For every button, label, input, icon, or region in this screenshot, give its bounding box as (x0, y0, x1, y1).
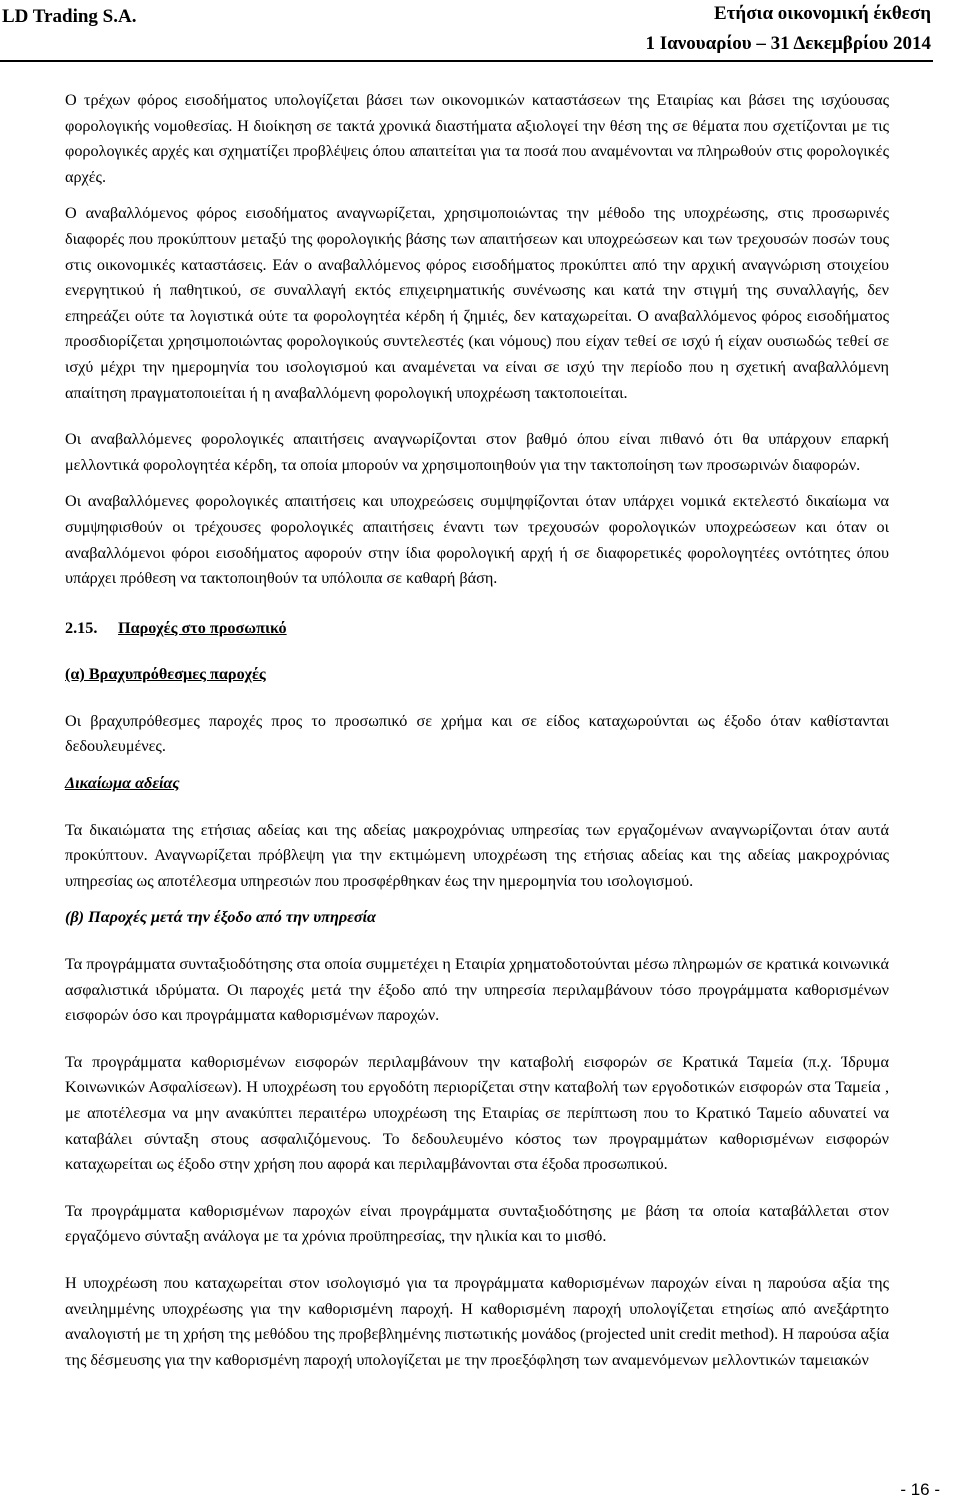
paragraph-benefit-obligation: Η υποχρέωση που καταχωρείται στον ισολογισμό για τα προγράμματα καθορισμένων παροχών είναι η παρούσα αξία της ανειλημμένης υποχρέωσης για την καθορισμένη παροχή. Η καθορισμένη παροχή υπολογίζεται ετησίως από ανεξάρτητο αναλογιστή με τη χρήση της μεθόδου της προβεβλημένης πιστωτικής μονάδος (projected unit credit method). Η παρούσα αξία της δέσμευσης για την καθορισμένη παροχή υπολογίζεται με την προεξόφληση των αναμενόμενων μελλοντικών ταμειακών (65, 1273, 889, 1369)
section-number: 2.15. (65, 618, 98, 637)
header-divider (0, 60, 933, 62)
paragraph-deferred-tax: Ο αναβαλλόμενος φόρος εισοδήματος αναγνωρίζεται, χρησιμοποιώντας την μέθοδο της υποχρέωσης, στις προσωρινές διαφορές που προκύπτουν μεταξύ της φορολογικής βάσης των απαιτήσεων και υποχρεώσεων και των τρεχουσών ποσών τους στις οικονομικές καταστάσεις. Εάν ο αναβαλλόμενος φόρος εισοδήματος προκύπτει από την αρχική αναγνώριση στοιχείου ενεργητικού ή παθητικού, σε συναλλαγή εκτός επιχειρηματικής συνένωσης και κατά την στιγμή της συναλλαγής, δεν επηρεάζει ούτε τα λογιστικά ούτε τα φορολογητέα κέρδη ή ζημιές, δεν καταχωρείται. Ο αναβαλλόμενος φόρος εισοδήματος προσδιορίζεται χρησιμοποιώντας φορολογικούς συντελεστές (και νόμους) που είχαν τεθεί σε ισχύ ή είχαν ουσιωδώς τεθεί σε ισχύ μέχρι την ημερομηνία του ισολογισμού και αναμένεται να είναι σε ισχύ την περίοδο που η σχετική αναβαλλόμενη απαίτηση πραγματοποιείται ή η αναβαλλόμενη φορολογική υποχρέωση τακτοποιείται. (65, 204, 889, 402)
paragraph-offsetting: Οι αναβαλλόμενες φορολογικές απαιτήσεις και υποχρεώσεις συμψηφίζονται όταν υπάρχει νομικά εκτελεστό δικαίωμα να συμψηφισθούν οι τρέχουσες φορολογικές απαιτήσεις έναντι των τρεχουσών φορολογικών υποχρεώσεων και όταν οι αναβαλλόμενοι φόροι εισοδήματος αφορούν στην ίδια φορολογική αρχή ή σε διαφορετικές φορολογητέες οντότητες όπου υπάρχει πρόθεση να τακτοποιηθούν τα υπόλοιπα σε καθαρή βάση. (65, 492, 889, 588)
company-name: LD Trading S.A. (2, 6, 137, 27)
report-title: Ετήσια οικονομική έκθεση (714, 3, 931, 24)
paragraph-short-term: Οι βραχυπρόθεσμες παροχές προς το προσωπικό σε χρήμα και σε είδος καταχωρούνται ως έξοδο όταν καθίστανται δεδουλευμένες. (65, 711, 889, 756)
paragraph-current-tax: Ο τρέχων φόρος εισοδήματος υπολογίζεται βάσει των οικονομικών καταστάσεων της Εταιρίας και βάσει της ισχύουσας φορολογικής νομοθεσίας. Η διοίκηση σε τακτά χρονικά διαστήματα αξιολογεί την θέση της σε θέματα που σχετίζονται με τις φορολογικές αρχές και σχηματίζει προβλέψεις όπου απαιτείται για τα ποσά που αναμένονται να πληρωθούν στις φορολογικές αρχές. (65, 91, 889, 186)
paragraph-defined-contribution: Τα προγράμματα καθορισμένων εισφορών περιλαμβάνουν την καταβολή εισφορών σε Κρατικά Ταμεία (π.χ. Ίδρυμα Κοινωνικών Ασφαλίσεων). Η υποχρέωση του εργοδότη περιορίζεται στην καταβολή των εργοδοτικών εισφορών στα Ταμεία , με αποτέλεσμα να μην ανακύπτει περαιτέρω υποχρέωση της Εταιρίας σε περίπτωση που το Κρατικό Ταμείο αδυνατεί να καταβάλει σύνταξη στους ασφαλιζόμενους. Το δεδουλευμένο κόστος των προγραμμάτων καθορισμένων εισφορών καταχωρείται ως έξοδο στην χρήση που αφορά και περιλαμβάνονται στα έξοδα προσωπικού. (65, 1052, 889, 1174)
paragraph-pension-plans: Τα προγράμματα συνταξιοδότησης στα οποία συμμετέχει η Εταιρία χρηματοδοτούνται μέσω πληρωμών σε κρατικά κοινωνικά ασφαλιστικά ιδρύματα. Οι παροχές μετά την έξοδο από την υπηρεσία περιλαμβάνουν τόσο προγράμματα καθορισμένων εισφορών όσο και προγράμματα καθορισμένων παροχών. (65, 955, 889, 1025)
section-heading (65, 616, 889, 642)
paragraph-leave: Τα δικαιώματα της ετήσιας αδείας και της αδείας μακροχρόνιας υπηρεσίας των εργαζομένων αναγνωρίζονται όταν αυτά προκύπτουν. Αναγνωρίζεται πρόβλεψη για την εκτιμώμενη υποχρέωση της ετήσιας αδείας και της αδείας μακροχρόνιας υπηρεσίας ως αποτέλεσμα υπηρεσιών που προσφέρθηκαν έως την ημερομηνία του ισολογισμού. (65, 820, 889, 890)
subheading-short-term: (α) Βραχυπρόθεσμες παροχές (65, 665, 266, 684)
paragraph-deferred-tax-assets: Οι αναβαλλόμενες φορολογικές απαιτήσεις αναγνωρίζονται στον βαθμό όπου είναι πιθανό ότι θα υπάρχουν επαρκή μελλοντικά φορολογητέα κέρδη, τα οποία μπορούν να χρησιμοποιηθούν για την τακτοποίηση των προσωρινών διαφορών. (65, 430, 889, 474)
section-title: Παροχές στο προσωπικό (118, 618, 287, 637)
report-period: 1 Ιανουαρίου – 31 Δεκεμβρίου 2014 (645, 33, 931, 54)
subheading-leave: Δικαίωμα αδείας (65, 774, 180, 793)
page-number: - 16 - (900, 1480, 940, 1499)
document-body (65, 88, 889, 1373)
subheading-post-employment: (β) Παροχές μετά την έξοδο από την υπηρεσία (65, 908, 376, 927)
paragraph-defined-benefit: Τα προγράμματα καθορισμένων παροχών είναι προγράμματα συνταξιοδότησης με βάση τα οποία καταβάλλεται στον εργαζόμενο σύνταξη ανάλογα με τα χρόνια προϋπηρεσίας, την ηλικία και το μισθό. (65, 1201, 889, 1246)
